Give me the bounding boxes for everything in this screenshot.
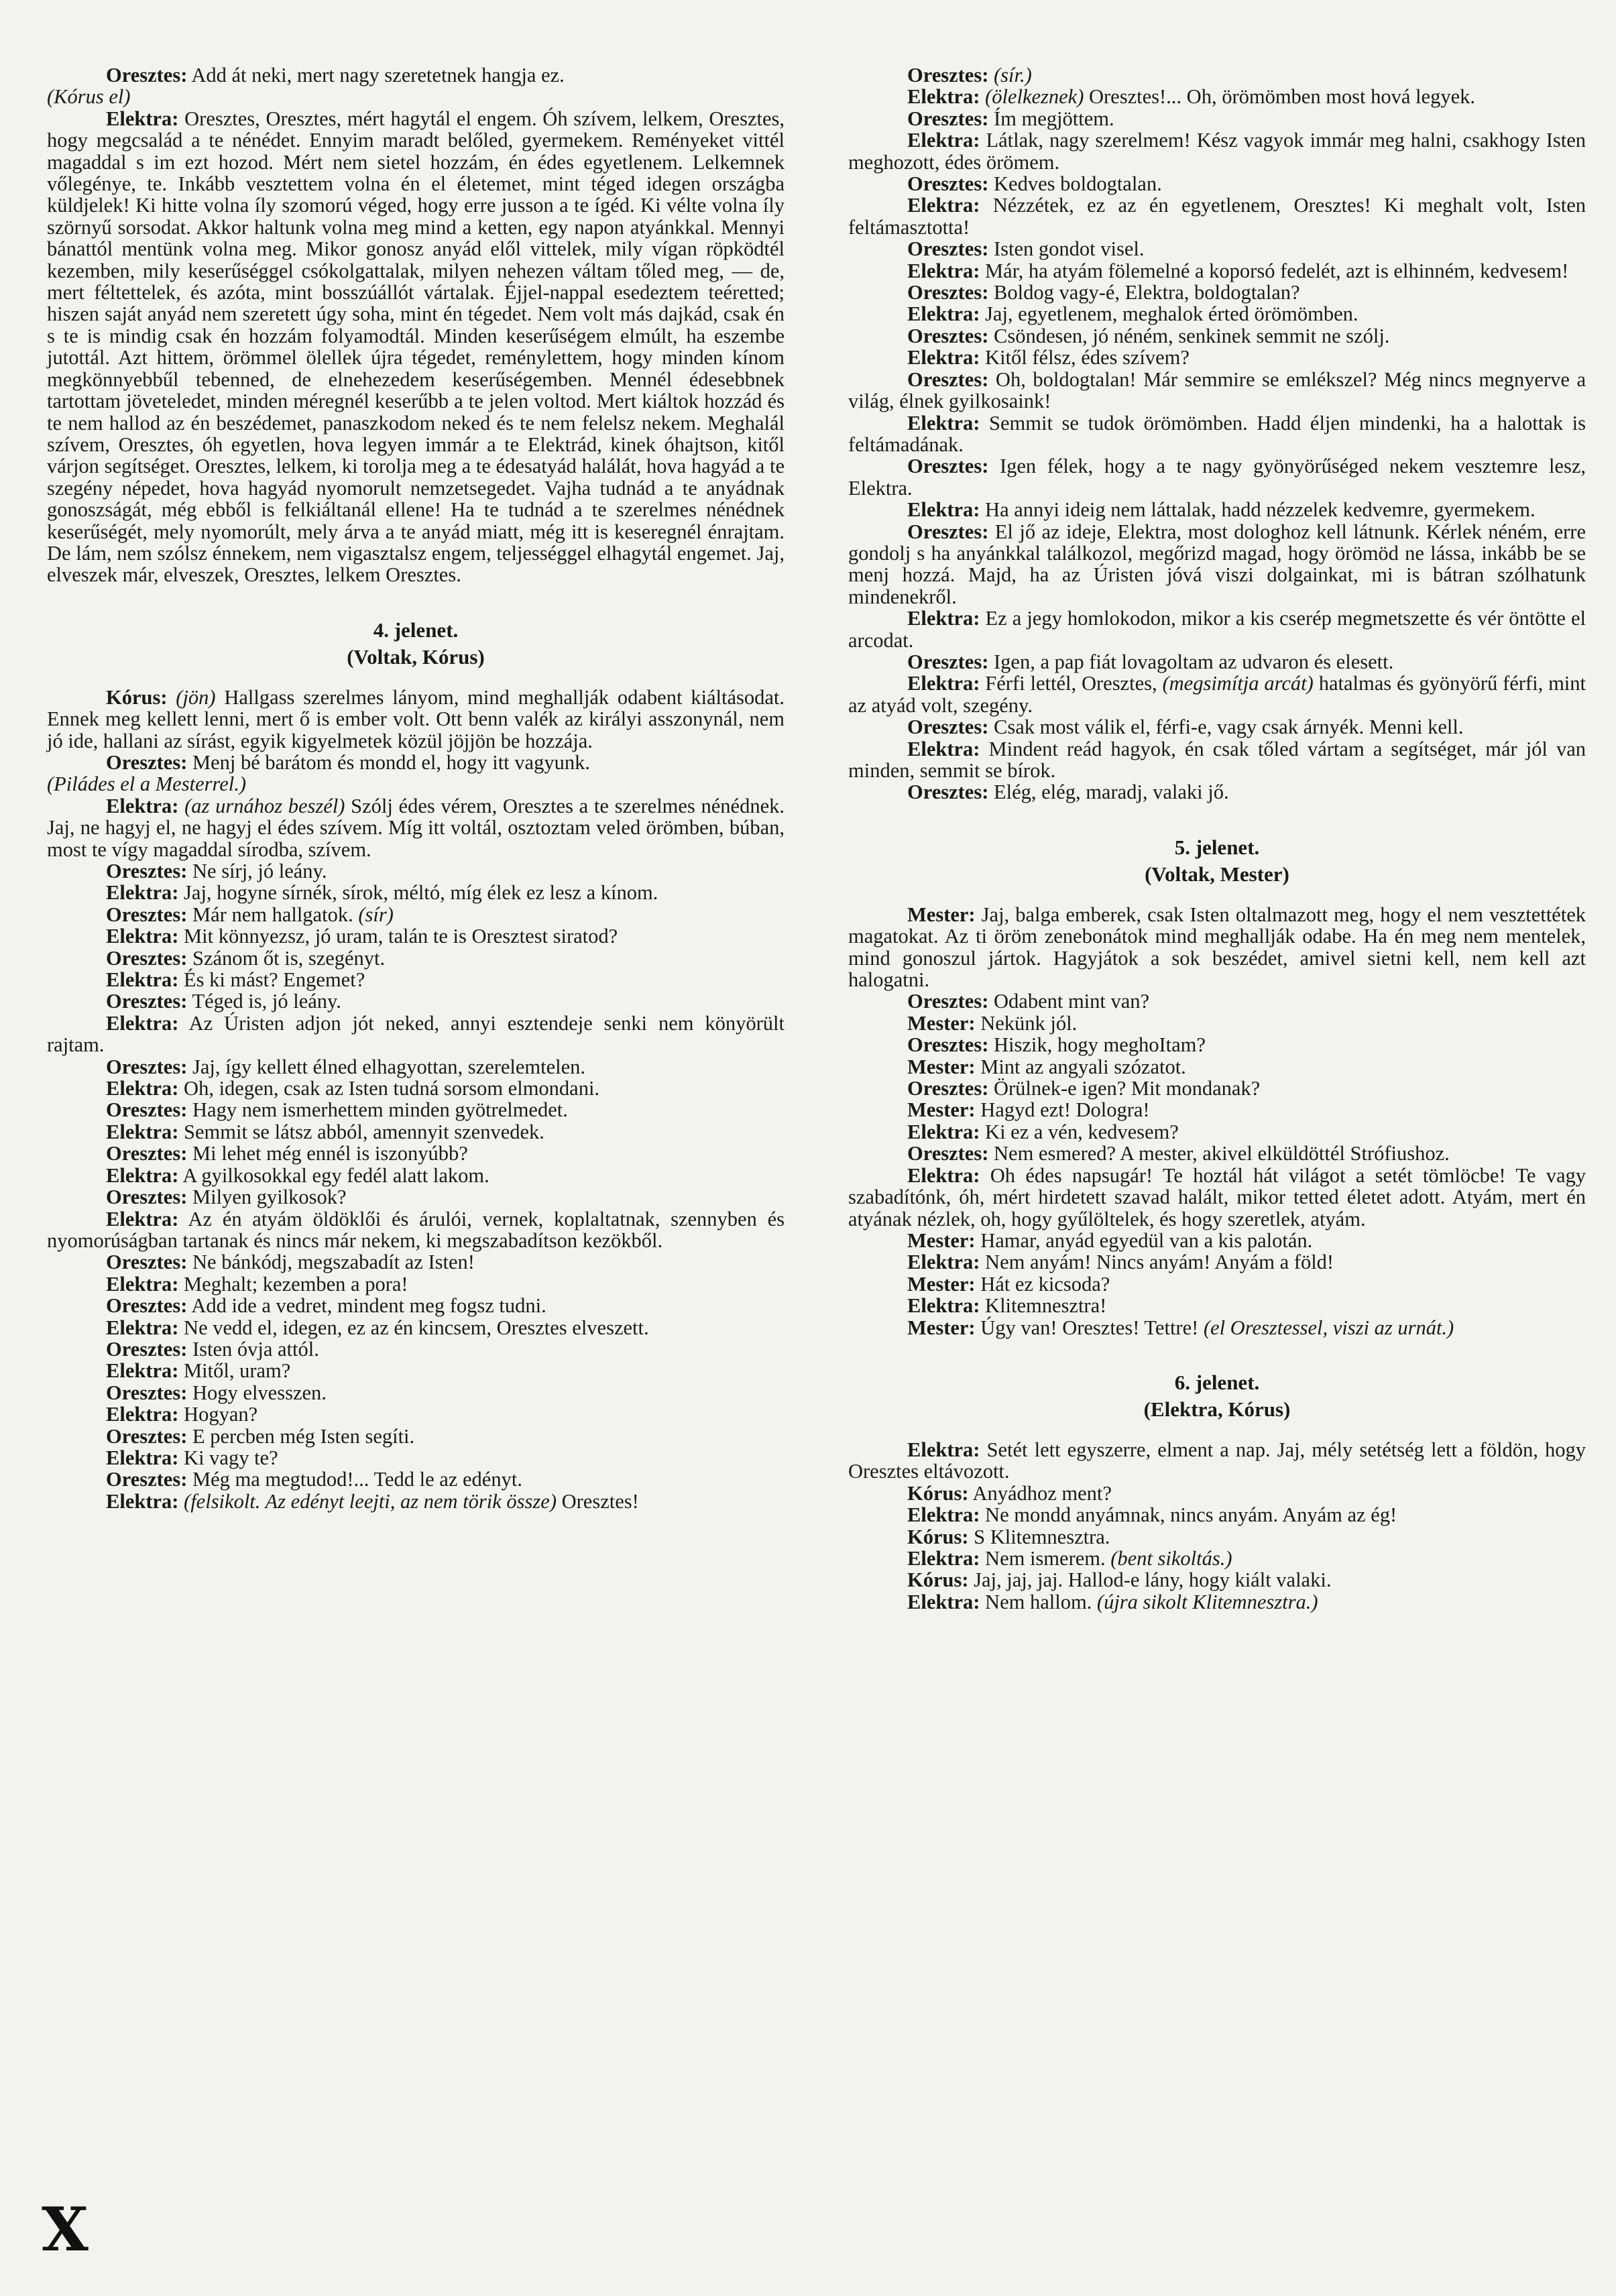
dialogue-text: Igen félek, hogy a te nagy gyönyörűséged nekem vesztemre lesz, Elektra. bbox=[848, 455, 1586, 500]
dialogue-text: Mindent reád hagyok, én csak tőled vártam a segítséget, már jól van minden, semmit se bírok. bbox=[848, 737, 1586, 782]
dialogue-line bbox=[848, 129, 1586, 173]
dialogue-line bbox=[47, 1208, 785, 1252]
dialogue-text: hatalmas és gyönyörű férfi, mint az atyád volt, szegény. bbox=[848, 672, 1586, 717]
dialogue-text: Isten óvja attól. bbox=[187, 1337, 319, 1361]
speaker-name: Elektra: bbox=[106, 1077, 179, 1100]
dialogue-text: Nem hallom. bbox=[980, 1590, 1092, 1613]
scene-heading: 5. jelenet. bbox=[1174, 835, 1260, 859]
left-column bbox=[47, 64, 785, 1512]
inline-stage-direction: (felsikolt. Az edényt leejti, az nem törik össze) bbox=[178, 1489, 557, 1513]
dialogue-line bbox=[848, 990, 1586, 1012]
dialogue-text: És ki mást? Engemet? bbox=[178, 968, 365, 992]
speaker-name: Elektra: bbox=[106, 794, 179, 817]
speaker-name: Elektra: bbox=[106, 107, 179, 130]
dialogue-line bbox=[848, 781, 1586, 803]
speaker-name: Elektra: bbox=[907, 259, 980, 282]
dialogue-line bbox=[47, 1447, 785, 1469]
dialogue-line bbox=[47, 795, 785, 860]
dialogue-text: Örülnek-e igen? Mit mondanak? bbox=[988, 1077, 1261, 1100]
dialogue-line bbox=[47, 1273, 785, 1295]
dialogue-text: Igen, a pap fiát lovagoltam az udvaron és elesett. bbox=[988, 650, 1394, 673]
dialogue-text: El jő az ideje, Elektra, most dologhoz kell látnunk. Kérlek néném, erre gondolj s ha anyánkkal találkozol, megőrizd magad, hogy örömöd ne lássa, inkább be se menj hozzá. Majd, ha az Úristen jóvá viszi dolgainkat, mi is bátran szólhatunk mindenekről. bbox=[848, 520, 1586, 608]
dialogue-line bbox=[848, 738, 1586, 782]
speaker-name: Elektra: bbox=[907, 1120, 980, 1143]
dialogue-text: Oresztes! bbox=[557, 1489, 639, 1513]
dialogue-text: Kedves boldogtalan. bbox=[988, 172, 1162, 196]
dialogue-line bbox=[848, 673, 1586, 716]
dialogue-line bbox=[47, 1056, 785, 1078]
dialogue-text: Hát ez kicsoda? bbox=[975, 1272, 1110, 1296]
speaker-name: Elektra: bbox=[106, 968, 179, 992]
dialogue-line bbox=[848, 651, 1586, 673]
speaker-name: Oresztes: bbox=[907, 237, 989, 261]
inline-stage-direction: (megsimítja arcát) bbox=[1157, 672, 1314, 695]
speaker-name: Elektra: bbox=[106, 1163, 179, 1187]
dialogue-text: Add ide a vedret, mindent meg fogsz tudni. bbox=[187, 1294, 546, 1318]
dialogue-text: Klitemnesztra! bbox=[980, 1294, 1107, 1318]
dialogue-line bbox=[848, 1273, 1586, 1295]
speaker-name: Mester: bbox=[907, 1011, 976, 1035]
speaker-name: Elektra: bbox=[907, 672, 980, 695]
inline-stage-direction: (sír) bbox=[353, 903, 394, 926]
dialogue-line bbox=[47, 990, 785, 1012]
speaker-name: Elektra: bbox=[106, 1207, 179, 1230]
dialogue-text: Ne vedd el, idegen, ez az én kincsem, Oresztes elveszett. bbox=[178, 1316, 649, 1339]
dialogue-text: Hiszik, hogy meghoItam? bbox=[988, 1033, 1206, 1057]
dialogue-line bbox=[47, 687, 785, 752]
dialogue-line bbox=[47, 108, 785, 586]
dialogue-text: Menj bé barátom és mondd el, hogy itt vagyunk. bbox=[187, 750, 590, 774]
speaker-name: Oresztes: bbox=[907, 1142, 989, 1165]
dialogue-text: Ne sírj, jó leány. bbox=[187, 860, 327, 882]
speaker-name: Kórus: bbox=[907, 1568, 969, 1592]
speaker-name: Oresztes: bbox=[106, 903, 188, 926]
dialogue-text: Ne bánkódj, megszabadít az Isten! bbox=[187, 1251, 475, 1274]
dialogue-line bbox=[47, 1403, 785, 1425]
dialogue-text: Jaj, balga emberek, csak Isten oltalmazott meg, hogy el nem vesztettétek magatokat. Az ti öröm zenebonátok mind meghallják odabe. Ha én meg nem mentelek, mind gonoszul jártok. Hagyjátok a sok beszédet, amivel sietni kell, nem kell azt halogatni. bbox=[848, 903, 1586, 992]
speaker-name: Oresztes: bbox=[106, 1424, 188, 1448]
dialogue-line bbox=[848, 369, 1586, 412]
dialogue-text: Kitől félsz, édes szívem? bbox=[980, 346, 1190, 369]
dialogue-text: Téged is, jó leány. bbox=[187, 990, 341, 1013]
dialogue-text: Mitől, uram? bbox=[178, 1359, 291, 1383]
dialogue-text: Jaj, hogyne sírnék, sírok, méltó, míg élek ez lesz a kínom. bbox=[178, 881, 658, 905]
inline-stage-direction: (ölelkeznek) bbox=[980, 85, 1084, 109]
speaker-name: Oresztes: bbox=[907, 781, 989, 804]
dialogue-text: Semmit se látsz abból, amennyit szenvedek. bbox=[178, 1120, 544, 1143]
speaker-name: Elektra: bbox=[106, 881, 179, 905]
speaker-name: Elektra: bbox=[106, 1120, 179, 1143]
speaker-name: Oresztes: bbox=[106, 1294, 188, 1318]
speaker-name: Elektra: bbox=[106, 1446, 179, 1469]
dialogue-line bbox=[47, 1382, 785, 1403]
dialogue-line bbox=[848, 1078, 1586, 1099]
speaker-name: Elektra: bbox=[907, 1294, 980, 1318]
dialogue-text: Oh, boldogtalan! Már semmire se emlékszel? Még nincs megnyerve a világ, élnek gyilkosaink! bbox=[848, 367, 1586, 413]
speaker-name: Elektra: bbox=[907, 194, 980, 217]
dialogue-line bbox=[848, 1295, 1586, 1316]
speaker-name: Elektra: bbox=[907, 737, 980, 760]
dialogue-text: Még ma megtudod!... Tedd le az edényt. bbox=[187, 1468, 522, 1491]
speaker-name: Oresztes: bbox=[907, 650, 989, 673]
dialogue-text: Jaj, így kellett élned elhagyottan, szerelemtelen. bbox=[187, 1055, 586, 1078]
dialogue-line bbox=[848, 238, 1586, 260]
dialogue-line bbox=[47, 1099, 785, 1121]
dialogue-line bbox=[47, 1078, 785, 1099]
dialogue-text: Szólj édes vérem, Oresztes a te szerelmes nénédnek. Jaj, ne hagyj el, ne hagyj el édes szívem. Míg itt voltál, osztoztam veled örömben, búban, most te vígy magaddal sírodba, szívem. bbox=[47, 794, 785, 861]
speaker-name: Mester: bbox=[907, 903, 976, 926]
speaker-name: Oresztes: bbox=[907, 172, 989, 196]
dialogue-text: Nem esmered? A mester, akivel elküldöttél Strófiushoz. bbox=[988, 1142, 1450, 1165]
speaker-name: Oresztes: bbox=[907, 324, 989, 347]
dialogue-text: Oh, idegen, csak az Isten tudná sorsom elmondani. bbox=[178, 1077, 600, 1100]
dialogue-text: Meghalt; kezemben a pora! bbox=[178, 1272, 408, 1296]
speaker-name: Elektra: bbox=[907, 1251, 980, 1274]
dialogue-line bbox=[848, 1439, 1586, 1483]
dialogue-line bbox=[848, 904, 1586, 991]
dialogue-line bbox=[47, 1143, 785, 1164]
speaker-name: Elektra: bbox=[907, 302, 980, 326]
dialogue-line bbox=[47, 1186, 785, 1208]
dialogue-line bbox=[47, 882, 785, 903]
speaker-name: Elektra: bbox=[106, 1316, 179, 1339]
speaker-name: Oresztes: bbox=[106, 750, 188, 774]
dialogue-text: Odabent mint van? bbox=[988, 990, 1150, 1013]
dialogue-line bbox=[47, 1295, 785, 1316]
dialogue-text: Hagy nem ismerhettem minden gyötrelmedet. bbox=[187, 1098, 568, 1122]
speaker-name: Mester: bbox=[907, 1272, 976, 1296]
dialogue-line bbox=[848, 1013, 1586, 1034]
speaker-name: Oresztes: bbox=[106, 860, 188, 882]
dialogue-text: Boldog vagy-é, Elektra, boldogtalan? bbox=[988, 281, 1300, 304]
dialogue-text: Ez a jegy homlokodon, mikor a kis cserép megmetszette és vér öntötte el arcodat. bbox=[848, 607, 1586, 652]
dialogue-line bbox=[848, 347, 1586, 368]
dialogue-line bbox=[848, 303, 1586, 325]
dialogue-text: Milyen gyilkosok? bbox=[187, 1186, 347, 1209]
dialogue-text: E percben még Isten segíti. bbox=[187, 1424, 415, 1448]
dialogue-line bbox=[848, 86, 1586, 107]
inline-stage-direction: (sír.) bbox=[988, 64, 1032, 87]
dialogue-line bbox=[848, 1034, 1586, 1055]
dialogue-text: S Klitemnesztra. bbox=[968, 1525, 1110, 1548]
speaker-name: Elektra: bbox=[106, 1011, 179, 1035]
dialogue-text: Nem anyám! Nincs anyám! Anyám a föld! bbox=[980, 1251, 1334, 1274]
dialogue-text: A gyilkosokkal egy fedél alatt lakom. bbox=[178, 1163, 489, 1187]
dialogue-line bbox=[848, 1056, 1586, 1078]
dialogue-text: Ím megjöttem. bbox=[988, 107, 1114, 130]
dialogue-text: Anyádhoz ment? bbox=[968, 1481, 1112, 1505]
dialogue-text: Már nem hallgatok. bbox=[187, 903, 353, 926]
dialogue-line bbox=[47, 1251, 785, 1273]
stage-direction: (Kórus el) bbox=[47, 85, 131, 109]
dialogue-line bbox=[848, 108, 1586, 129]
speaker-name: Elektra: bbox=[907, 1546, 980, 1570]
dialogue-text: Ha annyi ideig nem láttalak, hadd nézzelek kedvemre, gyermekem. bbox=[980, 498, 1536, 522]
speaker-name: Elektra: bbox=[907, 346, 980, 369]
dialogue-line bbox=[848, 260, 1586, 282]
dialogue-line bbox=[848, 282, 1586, 303]
speaker-name: Oresztes: bbox=[907, 990, 989, 1013]
dialogue-line bbox=[848, 1099, 1586, 1121]
dialogue-line bbox=[848, 173, 1586, 194]
dialogue-line bbox=[848, 1569, 1586, 1591]
scene-characters: (Elektra, Kórus) bbox=[1143, 1397, 1291, 1421]
dialogue-text: Csöndesen, jó néném, senkinek semmit ne szólj. bbox=[988, 324, 1390, 347]
scene-heading: 4. jelenet. bbox=[373, 618, 459, 642]
dialogue-line bbox=[47, 1121, 785, 1143]
dialogue-line bbox=[848, 412, 1586, 456]
speaker-name: Elektra: bbox=[907, 411, 980, 435]
dialogue-line bbox=[848, 1526, 1586, 1548]
dialogue-line bbox=[47, 948, 785, 969]
dialogue-line bbox=[848, 455, 1586, 499]
dialogue-line bbox=[848, 1251, 1586, 1273]
dialogue-line bbox=[848, 716, 1586, 738]
dialogue-line bbox=[47, 1317, 785, 1338]
dialogue-line bbox=[848, 499, 1586, 520]
dialogue-line bbox=[47, 1426, 785, 1447]
speaker-name: Kórus: bbox=[907, 1481, 969, 1505]
dialogue-line bbox=[848, 1317, 1586, 1338]
dialogue-text: Add át neki, mert nagy szeretetnek hangja ez. bbox=[187, 64, 565, 87]
dialogue-line bbox=[848, 1143, 1586, 1164]
dialogue-text: Ki vagy te? bbox=[178, 1446, 278, 1469]
dialogue-text: Mi lehet még ennél is iszonyúbb? bbox=[187, 1142, 468, 1165]
dialogue-line bbox=[47, 1338, 785, 1360]
dialogue-line bbox=[848, 1121, 1586, 1143]
speaker-name: Oresztes: bbox=[106, 990, 188, 1013]
dialogue-line bbox=[848, 194, 1586, 238]
dialogue-text: Hogy elvesszen. bbox=[187, 1381, 327, 1404]
dialogue-line bbox=[848, 1591, 1586, 1613]
dialogue-text: Hamar, anyád egyedül van a kis palotán. bbox=[975, 1228, 1313, 1252]
dialogue-text: Szánom őt is, szegényt. bbox=[187, 946, 386, 970]
dialogue-text: Hallgass szerelmes lányom, mind meghallják odabent kiáltásodat. Ennek meg kellett lenni, mert ő is ember volt. Ott benn valék az királyi asszonynál, nem jó ide, hallani az sírást, egyik kigyelmetek közül jöjjön be hozzája. bbox=[47, 685, 785, 752]
inline-stage-direction: (az urnához beszél) bbox=[178, 794, 345, 817]
dialogue-text: Már, ha atyám fölemelné a koporsó fedelét, azt is elhinném, kedvesem! bbox=[980, 259, 1569, 282]
dialogue-line bbox=[47, 1491, 785, 1512]
dialogue-line bbox=[47, 860, 785, 882]
dialogue-text: Isten gondot visel. bbox=[988, 237, 1145, 261]
speaker-name: Elektra: bbox=[907, 607, 980, 630]
dialogue-text: Setét lett egyszerre, elment a nap. Jaj, mély setétség lett a földön, hogy Oresztes eltávozott. bbox=[848, 1438, 1586, 1483]
dialogue-line bbox=[47, 1469, 785, 1490]
dialogue-text: Jaj, egyetlenem, meghalok érted örömömben. bbox=[980, 302, 1359, 326]
speaker-name: Elektra: bbox=[907, 1438, 980, 1461]
speaker-name: Elektra: bbox=[106, 925, 179, 948]
dialogue-line bbox=[47, 904, 785, 925]
dialogue-text: Az én atyám öldöklői és árulói, vernek, koplaltatnak, szennyben és nyomorúságban tartanak és nincs már nekem, ki megszabadítson kezökből. bbox=[47, 1207, 785, 1252]
dialogue-text: Jaj, jaj, jaj. Hallod-e lány, hogy kiált valaki. bbox=[968, 1568, 1332, 1592]
dialogue-text: Oh édes napsugár! Te hoztál hát világot a setét tömlöcbe! Te vagy szabadítónk, óh, mért hirdetett szavad halált, mikor tetted életet adott. Atyám, mert én atyának nézlek, oh, hogy gyűlöltelek, és hogy szeretlek, atyám. bbox=[848, 1163, 1586, 1230]
speaker-name: Elektra: bbox=[907, 1503, 980, 1527]
speaker-name: Oresztes: bbox=[907, 107, 989, 130]
dialogue-text: Hagyd ezt! Dologra! bbox=[975, 1098, 1150, 1122]
speaker-name: Oresztes: bbox=[106, 1186, 188, 1209]
dialogue-text: Mint az angyali szózatot. bbox=[975, 1055, 1186, 1078]
dialogue-line bbox=[848, 64, 1586, 86]
dialogue-line bbox=[47, 969, 785, 990]
dialogue-line bbox=[47, 925, 785, 947]
speaker-name: Oresztes: bbox=[106, 1337, 188, 1361]
dialogue-text: Férfi lettél, Oresztes, bbox=[980, 672, 1157, 695]
dialogue-line bbox=[848, 325, 1586, 347]
scene-heading: 6. jelenet. bbox=[1174, 1370, 1260, 1394]
speaker-name: Oresztes: bbox=[106, 1381, 188, 1404]
speaker-name: Kórus: bbox=[106, 685, 168, 709]
dialogue-text: Mit könnyezsz, jó uram, talán te is Oresztest siratod? bbox=[178, 925, 618, 948]
stage-direction: (Piládes el a Mesterrel.) bbox=[47, 772, 247, 796]
dialogue-text: Nem ismerem. bbox=[980, 1546, 1106, 1570]
speaker-name: Elektra: bbox=[907, 129, 980, 152]
speaker-name: Oresztes: bbox=[106, 1142, 188, 1165]
dialogue-line bbox=[47, 1360, 785, 1381]
speaker-name: Oresztes: bbox=[106, 64, 188, 87]
speaker-name: Kórus: bbox=[907, 1525, 969, 1548]
scene-characters: (Voltak, Kórus) bbox=[347, 644, 485, 669]
dialogue-text: Oresztes, Oresztes, mért hagytál el engem. Óh szívem, lelkem, Oresztes, hogy megcsalád a te nénédet. Ennyim maradt belőled, gyermekem. Reményeket vittél magaddal s im ezt hozod. Mért nem sietel hozzám, én édes egyetlenem. Lelkemnek vőlegénye, te. Inkább vesztettem volna én el életemet, mint téged idegen országba küldjelek! Ki hitte volna íly szomorú véged, hogy erre jusson a te ígéd. Ki vélte volna íly szörnyű sorsodat. Akkor haltunk volna meg mind a ketten, egy napon atyánkkal. Mennyi bánattól mentünk volna meg. Mikor gonosz anyád elől vittelek, mily vígan röpködtél kezemben, mily keserűséggel csókolgattalak, milyen nehezen váltam tőled meg, — de, mert féltettelek, és azóta, mint bosszúállót vártalak. Éjjel-nappal esedeztem teéretted; hiszen saját anyád nem szeretett úgy soha, mint én tégedet. Nem volt más dajkád, csak én s te is mindig csak én hozzám folyamodtál. Minden keserűségem elmúlt, ha eszembe jutottál. Azt hittem, örömmel ölellek újra tégedet, reménylettem, hogy minden kínom megkönnyebbűl tebenned, de elnehezedem keserűségemben. Mennél édesebbnek tartottam jöveteledet, minden méregnél keserűbb a te jelen voltod. Mert kiáltok hozzád és te nem hallod az én beszédemet, panaszkodom neked és te nem felelsz nekem. Meghalál szívem, Oresztes, óh egyetlen, hova legyen immár a te Elektrád, kinek óhajtson, kitől várjon segítséget. Oresztes, lelkem, ki torolja meg a te édesatyád halálát, hova hagyád a te szegény népedet, hova hagyád nyomorult nemzetsegedet. Vajha tudnád a te anyádnak gonoszságát, még ebből is felkiáltanál ellene! Ha te tudnád a te szerelmes nénédnek keserűségét, mely nyomorúlt, mely árva a te anyád miatt, még itt is keseregnél énrajtam. De lám, nem szólsz énnekem, nem vigasztalsz engem, teljességgel elhagytál engemet. Jaj, elveszek már, elveszek, Oresztes, lelkem Oresztes. bbox=[47, 107, 785, 587]
dialogue-line bbox=[47, 1165, 785, 1186]
speaker-name: Elektra: bbox=[106, 1272, 179, 1296]
page-number-roman: X bbox=[42, 2194, 89, 2265]
speaker-name: Elektra: bbox=[907, 1163, 980, 1187]
speaker-name: Elektra: bbox=[907, 498, 980, 522]
speaker-name: Oresztes: bbox=[106, 1055, 188, 1078]
speaker-name: Mester: bbox=[907, 1098, 976, 1122]
speaker-name: Oresztes: bbox=[907, 520, 989, 543]
dialogue-line bbox=[848, 1548, 1586, 1569]
scene-characters: (Voltak, Mester) bbox=[1145, 862, 1289, 886]
right-column bbox=[848, 64, 1586, 1613]
speaker-name: Oresztes: bbox=[907, 455, 989, 478]
dialogue-text: Ne mondd anyámnak, nincs anyám. Anyám az ég! bbox=[980, 1503, 1397, 1527]
dialogue-line bbox=[848, 1504, 1586, 1526]
speaker-name: Oresztes: bbox=[907, 281, 989, 304]
dialogue-line bbox=[47, 752, 785, 773]
dialogue-text: Hogyan? bbox=[178, 1403, 258, 1426]
dialogue-text: Semmit se tudok örömömben. Hadd éljen mindenki, ha a halottak is feltámadának. bbox=[848, 411, 1586, 456]
speaker-name: Elektra: bbox=[106, 1359, 179, 1383]
inline-stage-direction: (újra sikolt Klitemnesztra.) bbox=[1092, 1590, 1318, 1613]
speaker-name: Elektra: bbox=[907, 85, 980, 109]
inline-stage-direction: (jön) bbox=[167, 685, 216, 709]
dialogue-line bbox=[848, 1230, 1586, 1251]
dialogue-text: Ki ez a vén, kedvesem? bbox=[980, 1120, 1179, 1143]
dialogue-line bbox=[848, 521, 1586, 608]
speaker-name: Oresztes: bbox=[106, 1251, 188, 1274]
dialogue-text: Az Úristen adjon jót neked, annyi esztendeje senki nem könyörült rajtam. bbox=[47, 1011, 785, 1057]
speaker-name: Elektra: bbox=[106, 1489, 179, 1513]
dialogue-line bbox=[848, 1483, 1586, 1504]
speaker-name: Elektra: bbox=[106, 1403, 179, 1426]
dialogue-text: Oresztes!... Oh, örömömben most hová legyek. bbox=[1084, 85, 1475, 109]
speaker-name: Mester: bbox=[907, 1055, 976, 1078]
speaker-name: Oresztes: bbox=[907, 1077, 989, 1100]
dialogue-text: Csak most válik el, férfi-e, vagy csak árnyék. Menni kell. bbox=[988, 715, 1464, 739]
dialogue-line bbox=[848, 1165, 1586, 1230]
speaker-name: Mester: bbox=[907, 1316, 976, 1339]
speaker-name: Oresztes: bbox=[907, 715, 989, 739]
speaker-name: Oresztes: bbox=[106, 946, 188, 970]
inline-stage-direction: (bent sikoltás.) bbox=[1105, 1546, 1232, 1570]
speaker-name: Mester: bbox=[907, 1228, 976, 1252]
speaker-name: Oresztes: bbox=[907, 367, 989, 391]
speaker-name: Oresztes: bbox=[907, 1033, 989, 1057]
speaker-name: Elektra: bbox=[907, 1590, 980, 1613]
dialogue-text: Nekünk jól. bbox=[975, 1011, 1078, 1035]
dialogue-line bbox=[848, 608, 1586, 651]
speaker-name: Oresztes: bbox=[907, 64, 989, 87]
dialogue-text: Nézzétek, ez az én egyetlenem, Oresztes! Ki meghalt volt, Isten feltámasztotta! bbox=[848, 194, 1586, 239]
dialogue-text: Elég, elég, maradj, valaki jő. bbox=[988, 781, 1229, 804]
speaker-name: Oresztes: bbox=[106, 1098, 188, 1122]
dialogue-line bbox=[47, 64, 785, 86]
inline-stage-direction: (el Oresztessel, viszi az urnát.) bbox=[1198, 1316, 1454, 1339]
dialogue-text: Látlak, nagy szerelmem! Kész vagyok immár meg halni, csakhogy Isten meghozott, édes örömem. bbox=[848, 129, 1586, 174]
dialogue-text: Úgy van! Oresztes! Tettre! bbox=[975, 1316, 1199, 1339]
speaker-name: Oresztes: bbox=[106, 1468, 188, 1491]
dialogue-line bbox=[47, 1013, 785, 1056]
